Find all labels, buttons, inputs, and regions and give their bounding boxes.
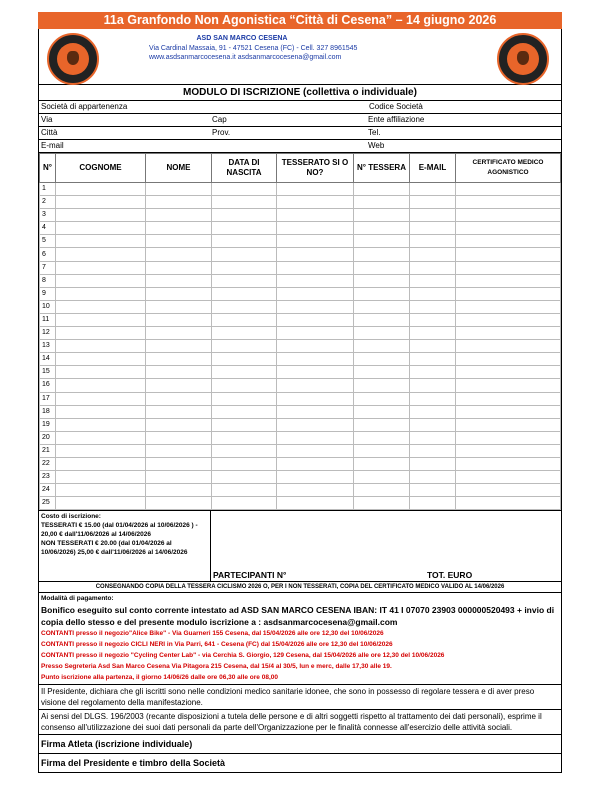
table-cell[interactable] [354,300,410,313]
table-cell[interactable] [277,497,354,510]
table-cell[interactable] [410,471,456,484]
table-cell[interactable] [354,379,410,392]
table-cell[interactable] [456,418,561,431]
table-cell[interactable] [456,379,561,392]
table-cell[interactable] [56,248,146,261]
cost-title: Costo di iscrizione: [41,513,101,521]
table-cell[interactable] [456,444,561,457]
row-number: 10 [40,300,56,313]
table-cell[interactable] [456,392,561,405]
table-cell[interactable] [354,327,410,340]
table-row [40,327,561,340]
table-cell[interactable] [56,392,146,405]
table-cell[interactable] [277,261,354,274]
table-cell[interactable] [277,300,354,313]
table-cell[interactable] [56,274,146,287]
table-cell[interactable] [56,379,146,392]
row-number: 8 [40,274,56,287]
col-email: E-MAIL [410,154,456,183]
table-cell[interactable] [56,209,146,222]
table-row [40,248,561,261]
table-cell[interactable] [354,340,410,353]
codice-field[interactable]: Codice Società [366,101,561,113]
table-cell[interactable] [146,196,212,209]
table-cell[interactable] [456,196,561,209]
table-cell[interactable] [456,235,561,248]
table-row [40,313,561,326]
table-cell[interactable] [354,196,410,209]
row-number: 20 [40,431,56,444]
table-cell[interactable] [56,196,146,209]
table-cell[interactable] [56,353,146,366]
table-cell[interactable] [56,327,146,340]
row-number: 6 [40,248,56,261]
table-cell[interactable] [212,457,277,470]
table-cell[interactable] [146,261,212,274]
row-number: 13 [40,340,56,353]
table-cell[interactable] [277,444,354,457]
prov-field[interactable]: Prov. [212,128,231,137]
table-row [40,353,561,366]
table-row [40,431,561,444]
form-title: MODULO DI ISCRIZIONE (collettiva o individuale) [38,85,562,101]
row-number: 4 [40,222,56,235]
row-number: 17 [40,392,56,405]
payment-section [38,593,562,685]
col-tessera: N° TESSERA [354,154,410,183]
table-cell[interactable] [212,183,277,196]
participants-table [38,153,562,511]
row-number: 14 [40,353,56,366]
table-cell[interactable] [212,497,277,510]
society-fields [38,101,562,153]
table-cell[interactable] [146,327,212,340]
payment-partenza: Punto iscrizione alla partenza, il giorno 14/06/26 dalle ore 06,30 alle ore 08,00 [41,674,278,682]
table-cell[interactable] [456,313,561,326]
table-row [40,340,561,353]
col-nome: NOME [146,154,212,183]
table-cell[interactable] [56,300,146,313]
table-cell[interactable] [277,353,354,366]
table-cell[interactable] [56,431,146,444]
cost-info [39,511,211,581]
table-cell[interactable] [410,444,456,457]
table-cell[interactable] [456,248,561,261]
row-number: 24 [40,484,56,497]
table-cell[interactable] [410,379,456,392]
table-cell[interactable] [212,366,277,379]
club-logo-right [497,33,549,85]
table-cell[interactable] [56,222,146,235]
table-row [40,379,561,392]
table-cell[interactable] [456,471,561,484]
table-cell[interactable] [212,484,277,497]
payment-segreteria: Presso Segreteria Asd San Marco Cesena Via Pitagora 215 Cesena, dal 15/4 al 30/5, lun e merc, dalle 17,30 alle 19. [41,663,392,671]
table-cell[interactable] [354,183,410,196]
table-row [40,300,561,313]
table-cell[interactable] [56,471,146,484]
table-cell[interactable] [456,300,561,313]
table-cell[interactable] [146,484,212,497]
table-cell[interactable] [277,274,354,287]
table-cell[interactable] [456,183,561,196]
table-cell[interactable] [56,418,146,431]
table-cell[interactable] [212,327,277,340]
table-row [40,366,561,379]
table-cell[interactable] [456,353,561,366]
table-cell[interactable] [410,196,456,209]
table-cell[interactable] [56,183,146,196]
table-cell[interactable] [456,484,561,497]
table-cell[interactable] [212,222,277,235]
table-cell[interactable] [277,196,354,209]
table-row [40,183,561,196]
table-cell[interactable] [277,457,354,470]
table-cell[interactable] [354,457,410,470]
org-web: www.asdsanmarcocesena.it asdsanmarcocesena@gmail.com [149,54,342,61]
table-cell[interactable] [354,222,410,235]
table-row [40,497,561,510]
table-cell[interactable] [410,183,456,196]
payment-cash-3: CONTANTI presso il negozio "Cycling Center Lab" - via Cerchia S. Giorgio, 129 Cesena, dal 15/04/2026 alle ore 12,30 del 10/06/2026 [41,652,445,660]
email-field[interactable]: E-mail [41,141,64,150]
table-cell[interactable] [212,444,277,457]
table-cell[interactable] [146,405,212,418]
table-row [40,222,561,235]
org-name: ASD SAN MARCO CESENA [196,35,288,42]
row-number: 12 [40,327,56,340]
cap-field[interactable]: Cap [212,115,227,124]
table-cell[interactable] [456,340,561,353]
table-cell[interactable] [212,209,277,222]
table-cell[interactable] [410,497,456,510]
table-cell[interactable] [410,353,456,366]
col-certificato: CERTIFICATO MEDICO AGONISTICO [456,154,561,183]
table-cell[interactable] [410,287,456,300]
table-cell[interactable] [354,471,410,484]
payment-title: Modalità di pagamento: [41,595,114,603]
table-cell[interactable] [410,392,456,405]
table-cell[interactable] [146,366,212,379]
table-cell[interactable] [456,405,561,418]
table-cell[interactable] [277,431,354,444]
table-cell[interactable] [410,222,456,235]
row-number: 1 [40,183,56,196]
table-cell[interactable] [354,235,410,248]
table-row [40,209,561,222]
table-cell[interactable] [354,353,410,366]
table-cell[interactable] [456,366,561,379]
table-cell[interactable] [212,405,277,418]
table-cell[interactable] [456,287,561,300]
tot-euro-label: TOT. EURO [427,570,473,581]
table-cell[interactable] [56,287,146,300]
table-cell[interactable] [212,235,277,248]
table-cell[interactable] [212,379,277,392]
table-cell[interactable] [146,444,212,457]
web-field[interactable]: Web [368,141,385,150]
payment-cash-2: CONTANTI presso il negozio CICLI NERI in Via Parri, 641 - Cesena (FC) dal 15/04/2026 alle ore 12,30 del 10/06/2026 [41,641,393,649]
table-row [40,196,561,209]
table-cell[interactable] [354,405,410,418]
table-cell[interactable] [146,497,212,510]
table-cell[interactable] [146,235,212,248]
table-cell[interactable] [277,287,354,300]
table-cell[interactable] [456,431,561,444]
partecipanti-label: PARTECIPANTI N° [213,570,287,581]
citta-field[interactable]: Città [41,128,58,137]
table-cell[interactable] [56,497,146,510]
table-cell[interactable] [146,379,212,392]
table-cell[interactable] [410,235,456,248]
table-cell[interactable] [56,405,146,418]
table-cell[interactable] [354,209,410,222]
table-cell[interactable] [410,209,456,222]
table-row [40,444,561,457]
table-cell[interactable] [212,353,277,366]
col-tesserato: TESSERATO SI O NO? [277,154,354,183]
cost-non-tesserati: NON TESSERATI € 20.00 (dal 01/04/2026 al 10/06/2026) 25,00 € dall'11/06/2026 al 14/06/2026 [41,539,188,556]
table-cell[interactable] [277,379,354,392]
table-cell[interactable] [354,366,410,379]
table-cell[interactable] [277,313,354,326]
table-cell[interactable] [410,405,456,418]
table-cell[interactable] [277,471,354,484]
table-cell[interactable] [456,222,561,235]
table-cell[interactable] [212,196,277,209]
table-cell[interactable] [354,313,410,326]
table-cell[interactable] [277,222,354,235]
table-cell[interactable] [146,340,212,353]
table-cell[interactable] [410,261,456,274]
tessera-note: CONSEGNANDO COPIA DELLA TESSERA CICLISMO 2026 O, PER I NON TESSERATI, COPIA DEL CERTIFICATO MEDICO VALIDO AL 14/06/2026 [38,582,562,593]
table-row [40,471,561,484]
table-cell[interactable] [410,484,456,497]
table-cell[interactable] [146,300,212,313]
table-cell[interactable] [277,248,354,261]
table-cell[interactable] [410,300,456,313]
table-cell[interactable] [56,313,146,326]
table-cell[interactable] [146,287,212,300]
table-cell[interactable] [212,248,277,261]
table-cell[interactable] [277,405,354,418]
row-number: 21 [40,444,56,457]
table-row [40,392,561,405]
table-cell[interactable] [146,392,212,405]
table-cell[interactable] [410,327,456,340]
table-cell[interactable] [354,418,410,431]
table-cell[interactable] [354,484,410,497]
table-cell[interactable] [212,418,277,431]
table-cell[interactable] [212,431,277,444]
table-cell[interactable] [277,183,354,196]
table-cell[interactable] [410,340,456,353]
table-row [40,405,561,418]
table-row [40,235,561,248]
row-number: 19 [40,418,56,431]
table-cell[interactable] [56,261,146,274]
table-cell[interactable] [212,300,277,313]
table-cell[interactable] [410,313,456,326]
table-cell[interactable] [146,457,212,470]
societa-field[interactable]: Società di appartenenza [41,102,128,111]
table-cell[interactable] [410,248,456,261]
table-cell[interactable] [456,209,561,222]
form-header [38,29,562,85]
table-cell[interactable] [456,457,561,470]
table-cell[interactable] [146,183,212,196]
table-cell[interactable] [277,366,354,379]
table-header [40,154,561,183]
table-cell[interactable] [354,274,410,287]
table-cell[interactable] [56,444,146,457]
table-cell[interactable] [146,471,212,484]
table-cell[interactable] [277,392,354,405]
president-signature[interactable]: Firma del Presidente e timbro della Società [38,754,562,773]
payment-bonifico: Bonifico eseguito sul conto corrente intestato ad ASD SAN MARCO CESENA IBAN: IT 41 I 07070 23903 000000520493 + invio di copia dello stesso e del presente modulo iscrizione a : asdsanmarcocesena@gmail.com [41,605,555,628]
table-row [40,418,561,431]
table-cell[interactable] [56,235,146,248]
president-declaration: Il Presidente, dichiara che gli iscritti sono nelle condizioni medico sanitarie idonee, che sono in possesso di regolare tessera e di aver preso visione del regolamento della manifestazione. [38,685,562,710]
table-cell[interactable] [410,274,456,287]
table-cell[interactable] [354,287,410,300]
form-page [38,12,562,787]
row-number: 9 [40,287,56,300]
table-cell[interactable] [456,327,561,340]
table-row [40,287,561,300]
table-cell[interactable] [410,418,456,431]
table-cell[interactable] [277,418,354,431]
table-cell[interactable] [56,484,146,497]
table-cell[interactable] [456,274,561,287]
cost-tesserati: TESSERATI € 15.00 (dal 01/04/2026 al 10/06/2026 ) - 20,00 € dall'11/06/2026 al 14/06/2026 [41,522,198,538]
table-cell[interactable] [354,444,410,457]
privacy-consent: Ai sensi del DLGS. 196/2003 (recante disposizioni a tutela delle persone e di altri soggetti rispetto al trattamento dei dati personali), esprime il consenso all'utilizzazione dei suoi dati personali da parte dell'Organizzazione per le finalità connesse all'esercizio delle attività sociali. [38,710,562,735]
table-cell[interactable] [56,340,146,353]
athlete-signature[interactable]: Firma Atleta (iscrizione individuale) [38,735,562,754]
row-number: 22 [40,457,56,470]
table-cell[interactable] [56,457,146,470]
row-number: 11 [40,313,56,326]
table-cell[interactable] [277,340,354,353]
table-cell[interactable] [212,287,277,300]
table-cell[interactable] [456,261,561,274]
row-number: 23 [40,471,56,484]
row-number: 15 [40,366,56,379]
row-number: 16 [40,379,56,392]
table-cell[interactable] [212,261,277,274]
row-number: 25 [40,497,56,510]
table-cell[interactable] [277,484,354,497]
org-address: Via Cardinal Massaia, 91 - 47521 Cesena (FC) - Cell. 327 8961545 [149,44,358,52]
table-cell[interactable] [456,497,561,510]
col-cognome: COGNOME [56,154,146,183]
table-cell[interactable] [354,392,410,405]
tel-field[interactable]: Tel. [368,128,381,137]
table-cell[interactable] [354,431,410,444]
table-cell[interactable] [410,431,456,444]
col-num: N° [40,154,56,183]
table-cell[interactable] [410,457,456,470]
payment-cash-1: CONTANTI presso il negozio"Alice Bike" - Via Guarneri 155 Cesena, dal 15/04/2026 alle ore 12,30 del 10/06/2026 [41,630,384,638]
table-cell[interactable] [354,497,410,510]
table-cell[interactable] [146,248,212,261]
table-cell[interactable] [410,366,456,379]
table-cell[interactable] [277,209,354,222]
table-cell[interactable] [146,353,212,366]
table-cell[interactable] [354,261,410,274]
row-number: 18 [40,405,56,418]
table-cell[interactable] [212,392,277,405]
table-cell[interactable] [56,366,146,379]
row-number: 2 [40,196,56,209]
event-banner: 11a Granfondo Non Agonistica “Città di Cesena” – 14 giugno 2026 [38,12,562,29]
via-field[interactable]: Via [41,115,53,124]
table-row [40,457,561,470]
cost-section [38,511,562,582]
table-cell[interactable] [212,340,277,353]
table-cell[interactable] [354,248,410,261]
table-cell[interactable] [212,313,277,326]
table-row [40,484,561,497]
row-number: 7 [40,261,56,274]
club-logo-left [47,33,99,85]
table-row [40,261,561,274]
ente-field[interactable]: Ente affiliazione [368,115,425,124]
table-cell[interactable] [146,431,212,444]
table-row [40,274,561,287]
col-data-nascita: DATA DI NASCITA [212,154,277,183]
table-cell[interactable] [212,274,277,287]
table-cell[interactable] [146,222,212,235]
table-cell[interactable] [146,209,212,222]
org-info [149,34,357,63]
table-cell[interactable] [146,418,212,431]
table-cell[interactable] [277,327,354,340]
table-cell[interactable] [212,471,277,484]
row-number: 5 [40,235,56,248]
table-cell[interactable] [146,274,212,287]
row-number: 3 [40,209,56,222]
table-cell[interactable] [146,313,212,326]
table-cell[interactable] [277,235,354,248]
